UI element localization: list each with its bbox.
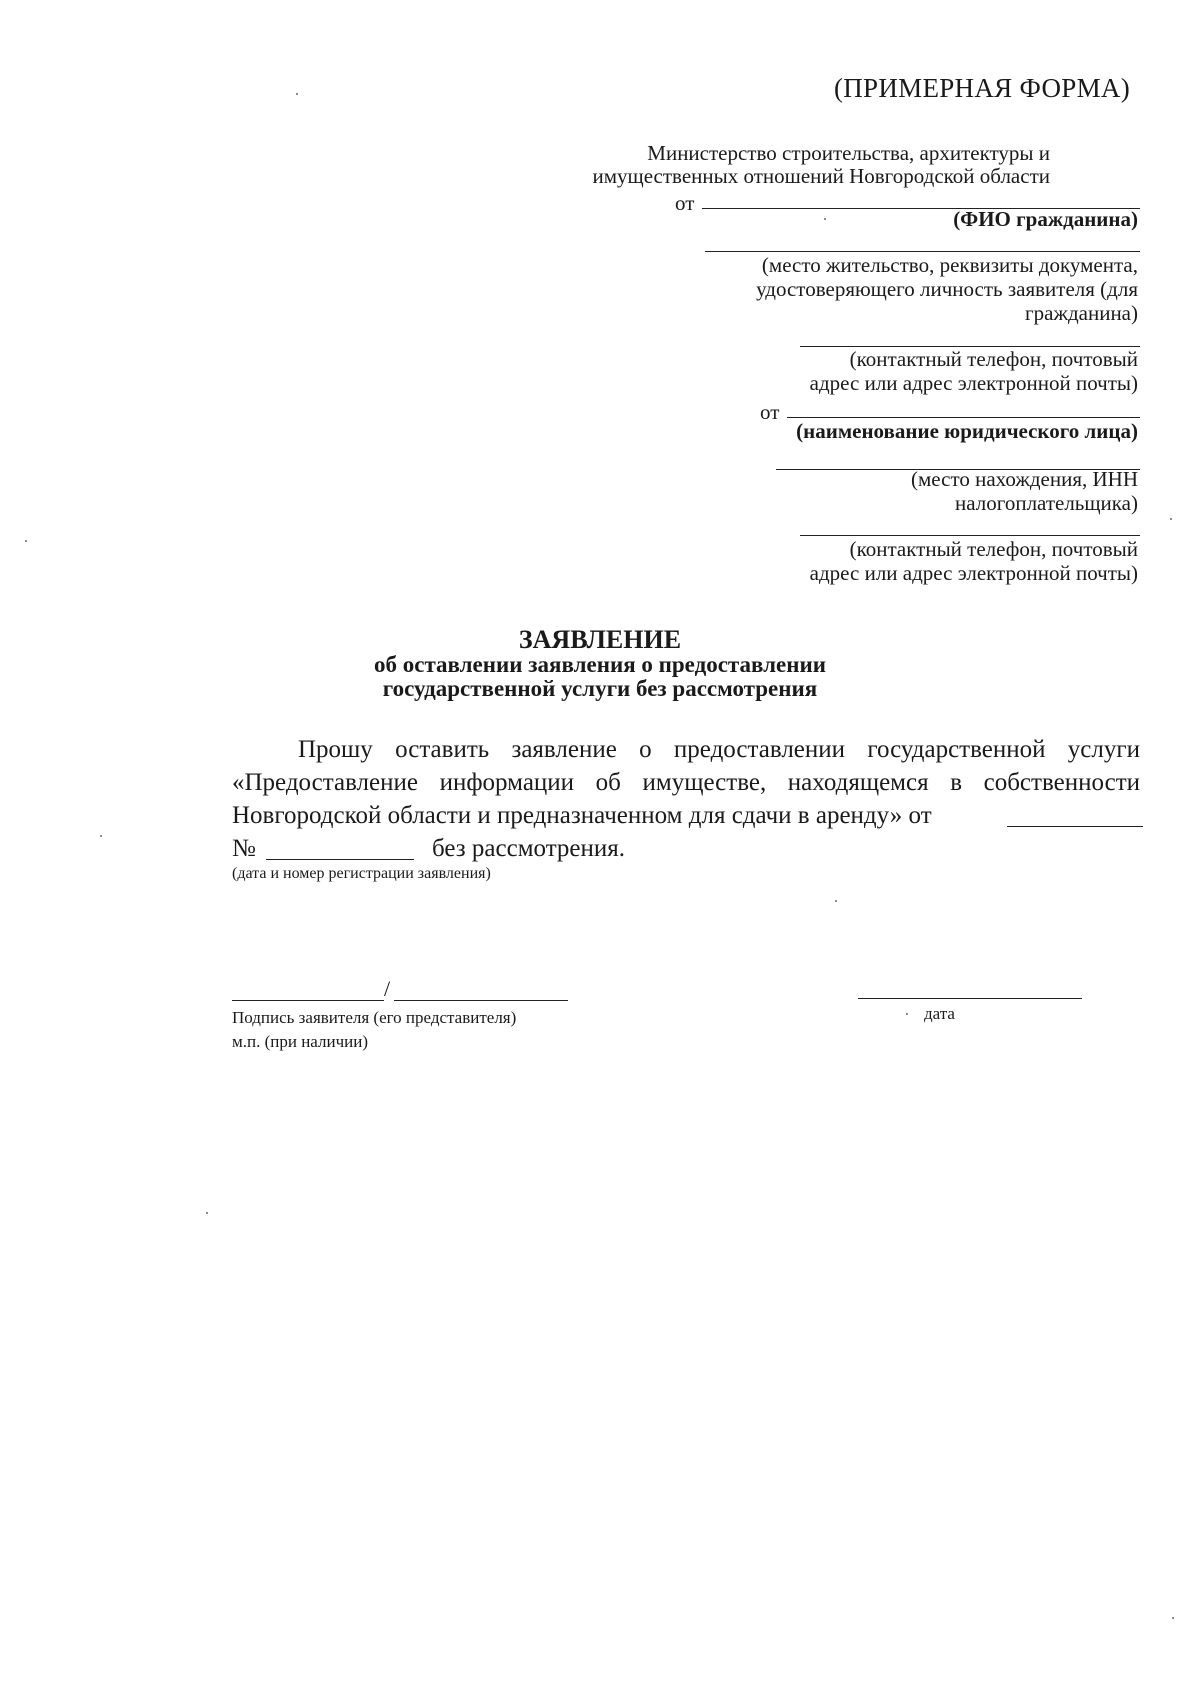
body-line-1: Прошу оставить заявление о предоставлении государственной услуги — [298, 736, 1140, 763]
body-line-3: Новгородской области и предназначенном для сдачи в аренду» от — [232, 802, 932, 829]
legal-contact-caption-1: (контактный телефон, почтовый — [849, 537, 1138, 561]
citizen-residence-caption-3: гражданина) — [1025, 301, 1138, 325]
citizen-contact-caption-2: адрес или адрес электронной почты) — [809, 371, 1138, 395]
body-line-4-end: без рассмотрения. — [432, 835, 626, 862]
legal-location-caption-2: налогоплательщика) — [955, 491, 1138, 515]
scan-speck — [296, 93, 298, 95]
addressee-line-2: имущественных отношений Новгородской области — [592, 164, 1050, 188]
legal-name-caption: (наименование юридического лица) — [796, 419, 1138, 443]
citizen-residence-caption-1: (место жительство, реквизиты документа, — [761, 253, 1138, 277]
date-caption: дата — [924, 1004, 955, 1023]
number-sign: № — [232, 835, 256, 862]
scan-speck — [25, 540, 27, 542]
scan-speck — [1170, 518, 1172, 520]
date-line[interactable] — [858, 998, 1082, 999]
citizen-residence-caption-2: удостоверяющего личность заявителя (для — [756, 277, 1138, 301]
scan-speck — [206, 1212, 208, 1214]
document-subtitle-1: об оставлении заявления о предоставлении — [374, 652, 826, 677]
form-label: (ПРИМЕРНАЯ ФОРМА) — [833, 73, 1130, 103]
document-heading: ЗАЯВЛЕНИЕ — [518, 625, 682, 654]
body-line-2: «Предоставление информации об имуществе, находящемся в собственности — [232, 769, 1140, 796]
signature-line[interactable] — [232, 1000, 384, 1001]
citizen-from-label: от — [675, 191, 695, 215]
application-date-line[interactable] — [1007, 826, 1143, 827]
document-subtitle-2: государственной услуги без рассмотрения — [382, 676, 818, 701]
citizen-name-caption: (ФИО гражданина) — [953, 207, 1138, 231]
signature-name-line[interactable] — [394, 1000, 568, 1001]
scan-speck — [835, 900, 837, 902]
legal-from-label: от — [760, 400, 780, 424]
signature-caption: Подпись заявителя (его представителя) — [232, 1008, 517, 1027]
seal-caption: м.п. (при наличии) — [232, 1032, 368, 1051]
legal-contact-caption-2: адрес или адрес электронной почты) — [809, 561, 1138, 585]
scan-speck — [100, 835, 102, 837]
scan-speck — [824, 218, 826, 220]
addressee-line-1: Министерство строительства, архитектуры и — [647, 141, 1050, 165]
signature-slash: / — [384, 976, 391, 1001]
citizen-contact-caption-1: (контактный телефон, почтовый — [849, 347, 1138, 371]
scan-speck — [1172, 1617, 1174, 1619]
registration-caption: (дата и номер регистрации заявления) — [232, 865, 491, 882]
scan-speck — [906, 1013, 908, 1015]
application-number-line[interactable] — [266, 859, 414, 860]
legal-location-caption-1: (место нахождения, ИНН — [911, 467, 1138, 491]
